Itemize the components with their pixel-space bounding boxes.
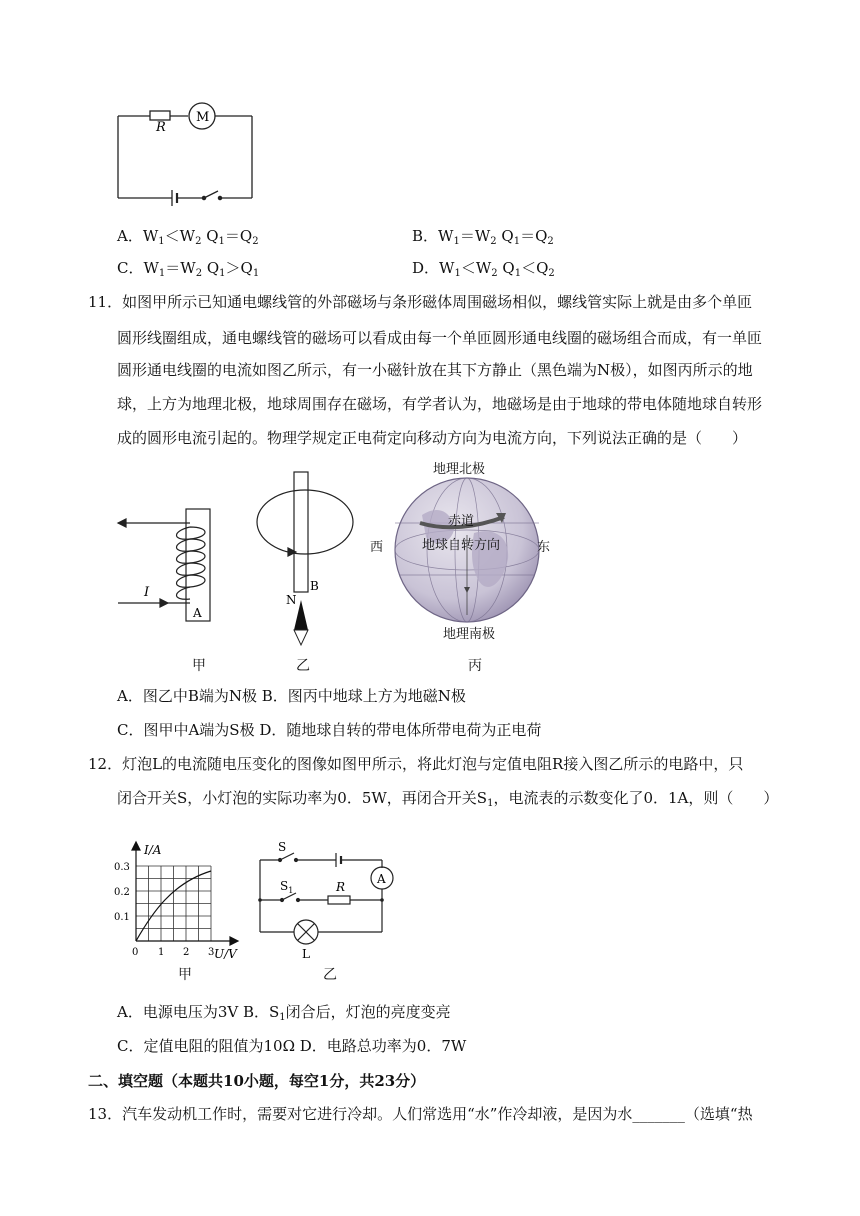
q11-options-cd[interactable]: C．图甲中A端为S极 D．随地球自转的带电体所带电荷为正电荷 [117,721,542,739]
xtick-0: 0 [132,947,139,958]
q12-figure-yi-caption: 乙 [323,967,337,983]
q13-number: 13． [88,1105,123,1123]
equator-label: 赤道 [448,514,475,529]
q12-line-1: 12．灯泡L的电流随电压变化的图像如图甲所示，将此灯泡与定值电阻R接入图乙所示的电路中，只 [88,755,744,773]
q11-options-ab[interactable]: A．图乙中B端为N极 B．图丙中地球上方为地磁N极 [117,687,466,705]
q12-options-cd[interactable]: C．定值电阻的阻值为10Ω D．电路总功率为0．7W [117,1037,467,1055]
q11-line-4: 球，上方为地理北极，地球周围存在磁场，有学者认为，地磁场是由于地球的带电体随地球自转形 [117,395,763,413]
figure-jia-caption: 甲 [192,658,206,674]
xtick-2: 2 [183,947,190,958]
solenoid-end-a-label: A [193,606,202,620]
figure-bing-caption: 丙 [468,658,482,674]
q10-option-d[interactable]: D．$W_1<W_2$ $Q_1<Q_2$ [412,259,555,279]
ytick-0-1: 0.1 [114,912,130,923]
q12-figure-jia-caption: 甲 [178,967,192,983]
q11-line-1: 11．如图甲所示已知通电螺线管的外部磁场与条形磁体周围磁场相似，螺线管实际上就是由多个单匝 [88,293,753,311]
loop-end-b-label: B [310,579,319,593]
current-label: I [144,585,150,600]
geo-north-label: 地理北极 [433,462,486,477]
rotation-label: 地球自转方向 [422,538,501,553]
q11-number: 11． [88,293,123,311]
motor-label: M [196,110,210,125]
ytick-0-2: 0.2 [114,887,130,898]
q10-option-a[interactable]: A．$W_1<W_2$ $Q_1=Q_2$ [117,227,259,247]
graph-ylabel: I/A [144,843,162,857]
q12-number: 12． [88,755,123,773]
figure-yi-loop [250,470,360,650]
q12-options-ab[interactable]: A．电源电压为3V B．$S_1$闭合后，灯泡的亮度变亮 [117,1003,451,1023]
xtick-1: 1 [158,947,165,958]
east-label: 东 [537,540,551,555]
compass-n-label: N [286,593,297,607]
resistor-r-label: R [336,880,346,894]
xtick-3: 3 [208,947,215,958]
q11-line-5: 成的圆形电流引起的。物理学规定正电荷定向移动方向为电流方向，下列说法正确的是（ ） [117,429,748,447]
graph-xlabel: U/V [214,947,237,961]
section-2-heading: 二、填空题（本题共10小题，每空1分，共23分） [88,1072,426,1090]
switch-s1-label: $S_1$ [280,879,294,895]
lamp-l-label: L [302,947,310,961]
q11-line-2: 圆形线圈组成，通电螺线管的磁场可以看成由每一个单匝圆形通电线圈的磁场组合而成，有一单匝 [117,329,763,347]
q10-option-c[interactable]: C．$W_1=W_2$ $Q_1>Q_1$ [117,259,260,279]
figure-jia-iv-graph [112,838,242,968]
q13-line-1: 13．汽车发动机工作时，需要对它进行冷却。人们常选用“水”作冷却液，是因为水_______（选填“热 [88,1105,753,1123]
resistor-label: R [156,120,166,135]
ytick-0-3: 0.3 [114,862,130,873]
figure-jia-solenoid [110,505,220,625]
q12-line-2: 闭合开关S，小灯泡的实际功率为0．5W，再闭合开关$S_1$，电流表的示数变化了0．1A，则（ ） [117,789,779,809]
west-label: 西 [370,540,384,555]
top-circuit-figure [110,98,260,208]
figure-yi-circuit [250,840,410,965]
switch-s-label: S [278,840,287,854]
geo-south-label: 地理南极 [443,627,496,642]
compass-s-end-icon [294,630,308,645]
figure-yi-caption: 乙 [296,658,310,674]
q11-line-3: 圆形通电线圈的电流如图乙所示，有一小磁针放在其下方静止（黑色端为N极），如图丙所示的地 [117,361,753,379]
q10-option-b[interactable]: B．$W_1=W_2$ $Q_1=Q_2$ [412,227,554,247]
ammeter-label: A [377,872,386,886]
